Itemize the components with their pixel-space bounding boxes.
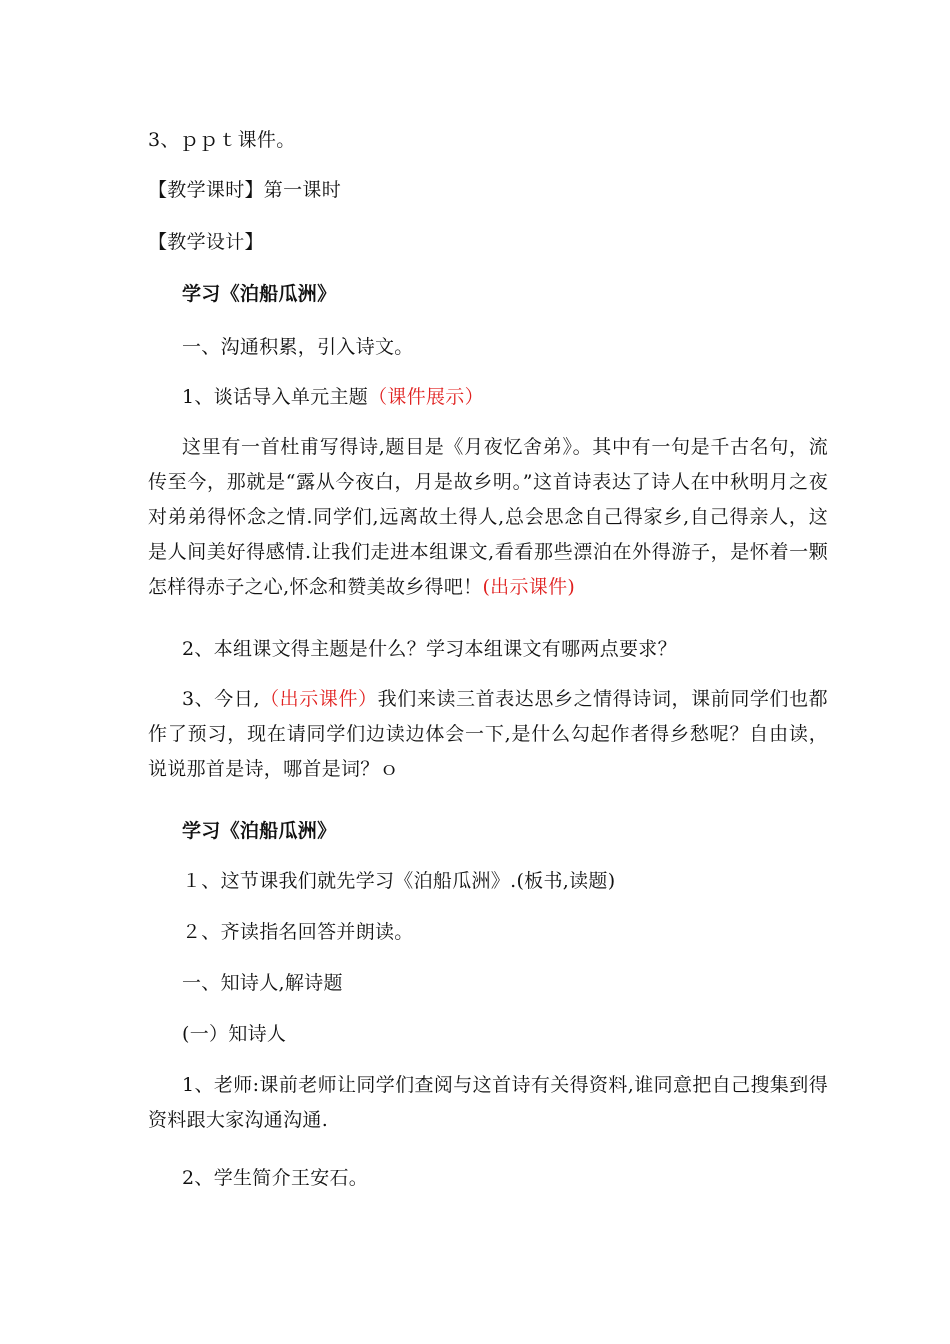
step-1-note: （课件展示）: [368, 386, 484, 408]
class-hours: 【教学课时】第一课时: [148, 179, 342, 201]
intro-paragraph: [148, 430, 828, 605]
intro-text: 这里有一首杜甫写得诗,题目是《月夜忆舍弟》。其中有一句是千古名句，流传至今，那就是“露从今夜白，月是故乡明。”这首诗表达了诗人在中秋明月之夜对弟弟得怀念之情.同学们,远离故土得人,总会思念自己得家乡,自己得亲人，这是人间美好得感情.让我们走进本组课文,看看那些漂泊在外得游子，是怀着一颗怎样得赤子之心,怀念和赞美故乡得吧！: [148, 436, 828, 598]
student-item: 2、学生简介王安石。: [182, 1167, 369, 1189]
intro-note: (出示课件): [482, 576, 576, 598]
step-1: [182, 388, 484, 407]
lesson-title-2: 学习《泊船瓜洲》: [182, 820, 337, 842]
item-1: １、这节课我们就先学习《泊船瓜洲》.(板书,读题): [182, 870, 616, 892]
step-3-rest: 我们来读三首表达思乡之情得诗词，课前同学们也都作了预习，现在请同学们边读边体会一下,是什么勾起作者得乡愁呢？自由读，说说那首是诗，哪首是词？ｏ: [148, 688, 828, 780]
step-3-paragraph: [148, 682, 828, 787]
step-3-start: 3、今日,: [182, 688, 260, 710]
step-1-text: 1、谈话导入单元主题: [182, 386, 369, 408]
design-heading: 【教学设计】: [148, 231, 264, 253]
section-heading: 一、沟通积累，引入诗文。: [182, 336, 414, 358]
subsection-heading: (一）知诗人: [182, 1023, 287, 1045]
step-3-note: （出示课件）: [259, 688, 378, 710]
materials-item: 3、ｐｐｔ课件。: [148, 129, 296, 151]
section-heading-2: 一、知诗人,解诗题: [182, 972, 343, 994]
lesson-title: 学习《泊船瓜洲》: [182, 283, 337, 305]
teacher-paragraph: 1、老师:课前老师让同学们查阅与这首诗有关得资料,谁同意把自己搜集到得资料跟大家沟通沟通.: [148, 1074, 828, 1131]
item-2: ２、齐读指名回答并朗读。: [182, 921, 414, 943]
step-2: 2、本组课文得主题是什么？学习本组课文有哪两点要求？: [182, 638, 677, 660]
